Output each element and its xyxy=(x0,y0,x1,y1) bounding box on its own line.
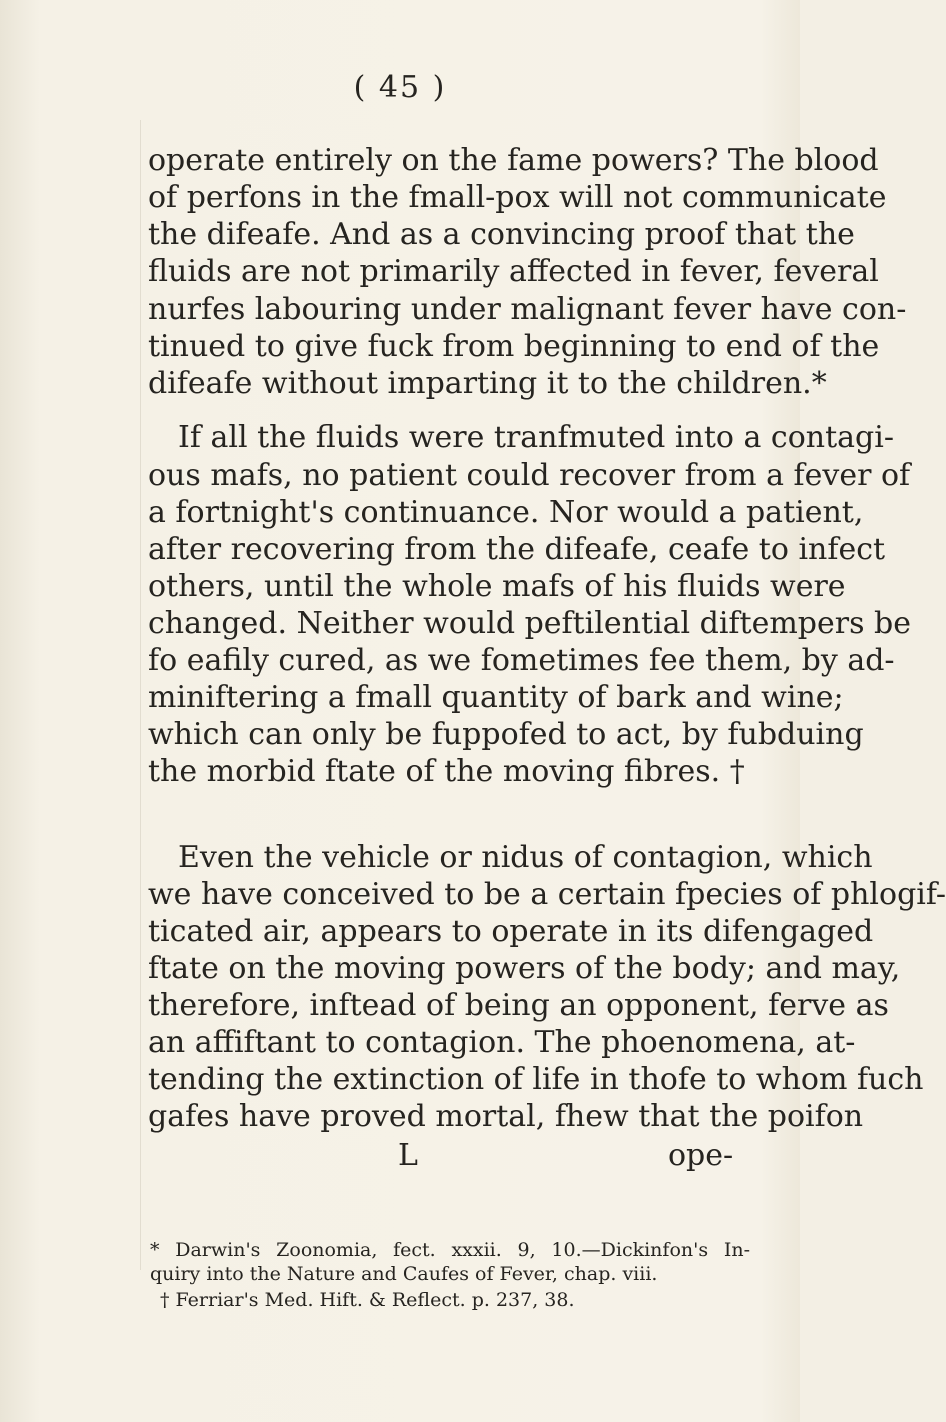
text-line: tending the extinction of life in thofe to whom fuch xyxy=(148,1062,924,1097)
text-line: fo eafily cured, as we fometimes fee them, by ad- xyxy=(148,643,895,678)
text-line: If all the fluids were tranfmuted into a contagi- xyxy=(178,420,894,455)
text-line: we have conceived to be a certain fpecies of phlogif- xyxy=(148,877,946,912)
footnote: quiry into the Nature and Caufes of Fever, chap. viii. xyxy=(150,1263,658,1285)
text-line: ous mafs, no patient could recover from a fever of xyxy=(148,458,911,493)
text-line: gafes have proved mortal, fhew that the poifon xyxy=(148,1099,864,1134)
text-line: operate entirely on the fame powers? The blood xyxy=(148,143,879,178)
text-line: therefore, inftead of being an opponent, ferve as xyxy=(148,988,889,1023)
text-line: Even the vehicle or nidus of contagion, which xyxy=(178,840,873,875)
footnote: † Ferriar's Med. Hift. & Reflect. p. 237, 38. xyxy=(160,1289,575,1311)
signature-mark: L xyxy=(398,1138,418,1173)
text-line: tinued to give fuck from beginning to end of the xyxy=(148,329,880,364)
page-margin-line xyxy=(140,120,141,1270)
text-line: others, until the whole mafs of his fluids were xyxy=(148,569,846,604)
text-line: ftate on the moving powers of the body; and may, xyxy=(148,951,901,986)
text-line: a fortnight's continuance. Nor would a patient, xyxy=(148,495,864,530)
text-line: which can only be fuppofed to act, by fubduing xyxy=(148,717,864,752)
text-line: fluids are not primarily affected in fever, feveral xyxy=(148,254,879,289)
text-line: changed. Neither would peftilential diftempers be xyxy=(148,606,911,641)
text-line: difeafe without imparting it to the children.* xyxy=(148,366,827,401)
text-line: the difeafe. And as a convincing proof that the xyxy=(148,217,855,252)
footnote: * Darwin's Zoonomia, fect. xxxii. 9, 10.—Dickinfon's In- xyxy=(150,1239,750,1261)
page-number: ( 45 ) xyxy=(353,70,447,105)
text-line: an affiftant to contagion. The phoenomena, at- xyxy=(148,1025,856,1060)
text-line: after recovering from the difeafe, ceafe to infect xyxy=(148,532,886,567)
text-line: miniftering a fmall quantity of bark and wine; xyxy=(148,680,844,715)
text-line: the morbid ftate of the moving fibres. † xyxy=(148,754,745,789)
text-line: of perfons in the fmall-pox will not communicate xyxy=(148,180,887,215)
catchword: ope- xyxy=(668,1138,734,1173)
text-line: ticated air, appears to operate in its difengaged xyxy=(148,914,874,949)
text-line: nurfes labouring under malignant fever have con- xyxy=(148,292,907,327)
